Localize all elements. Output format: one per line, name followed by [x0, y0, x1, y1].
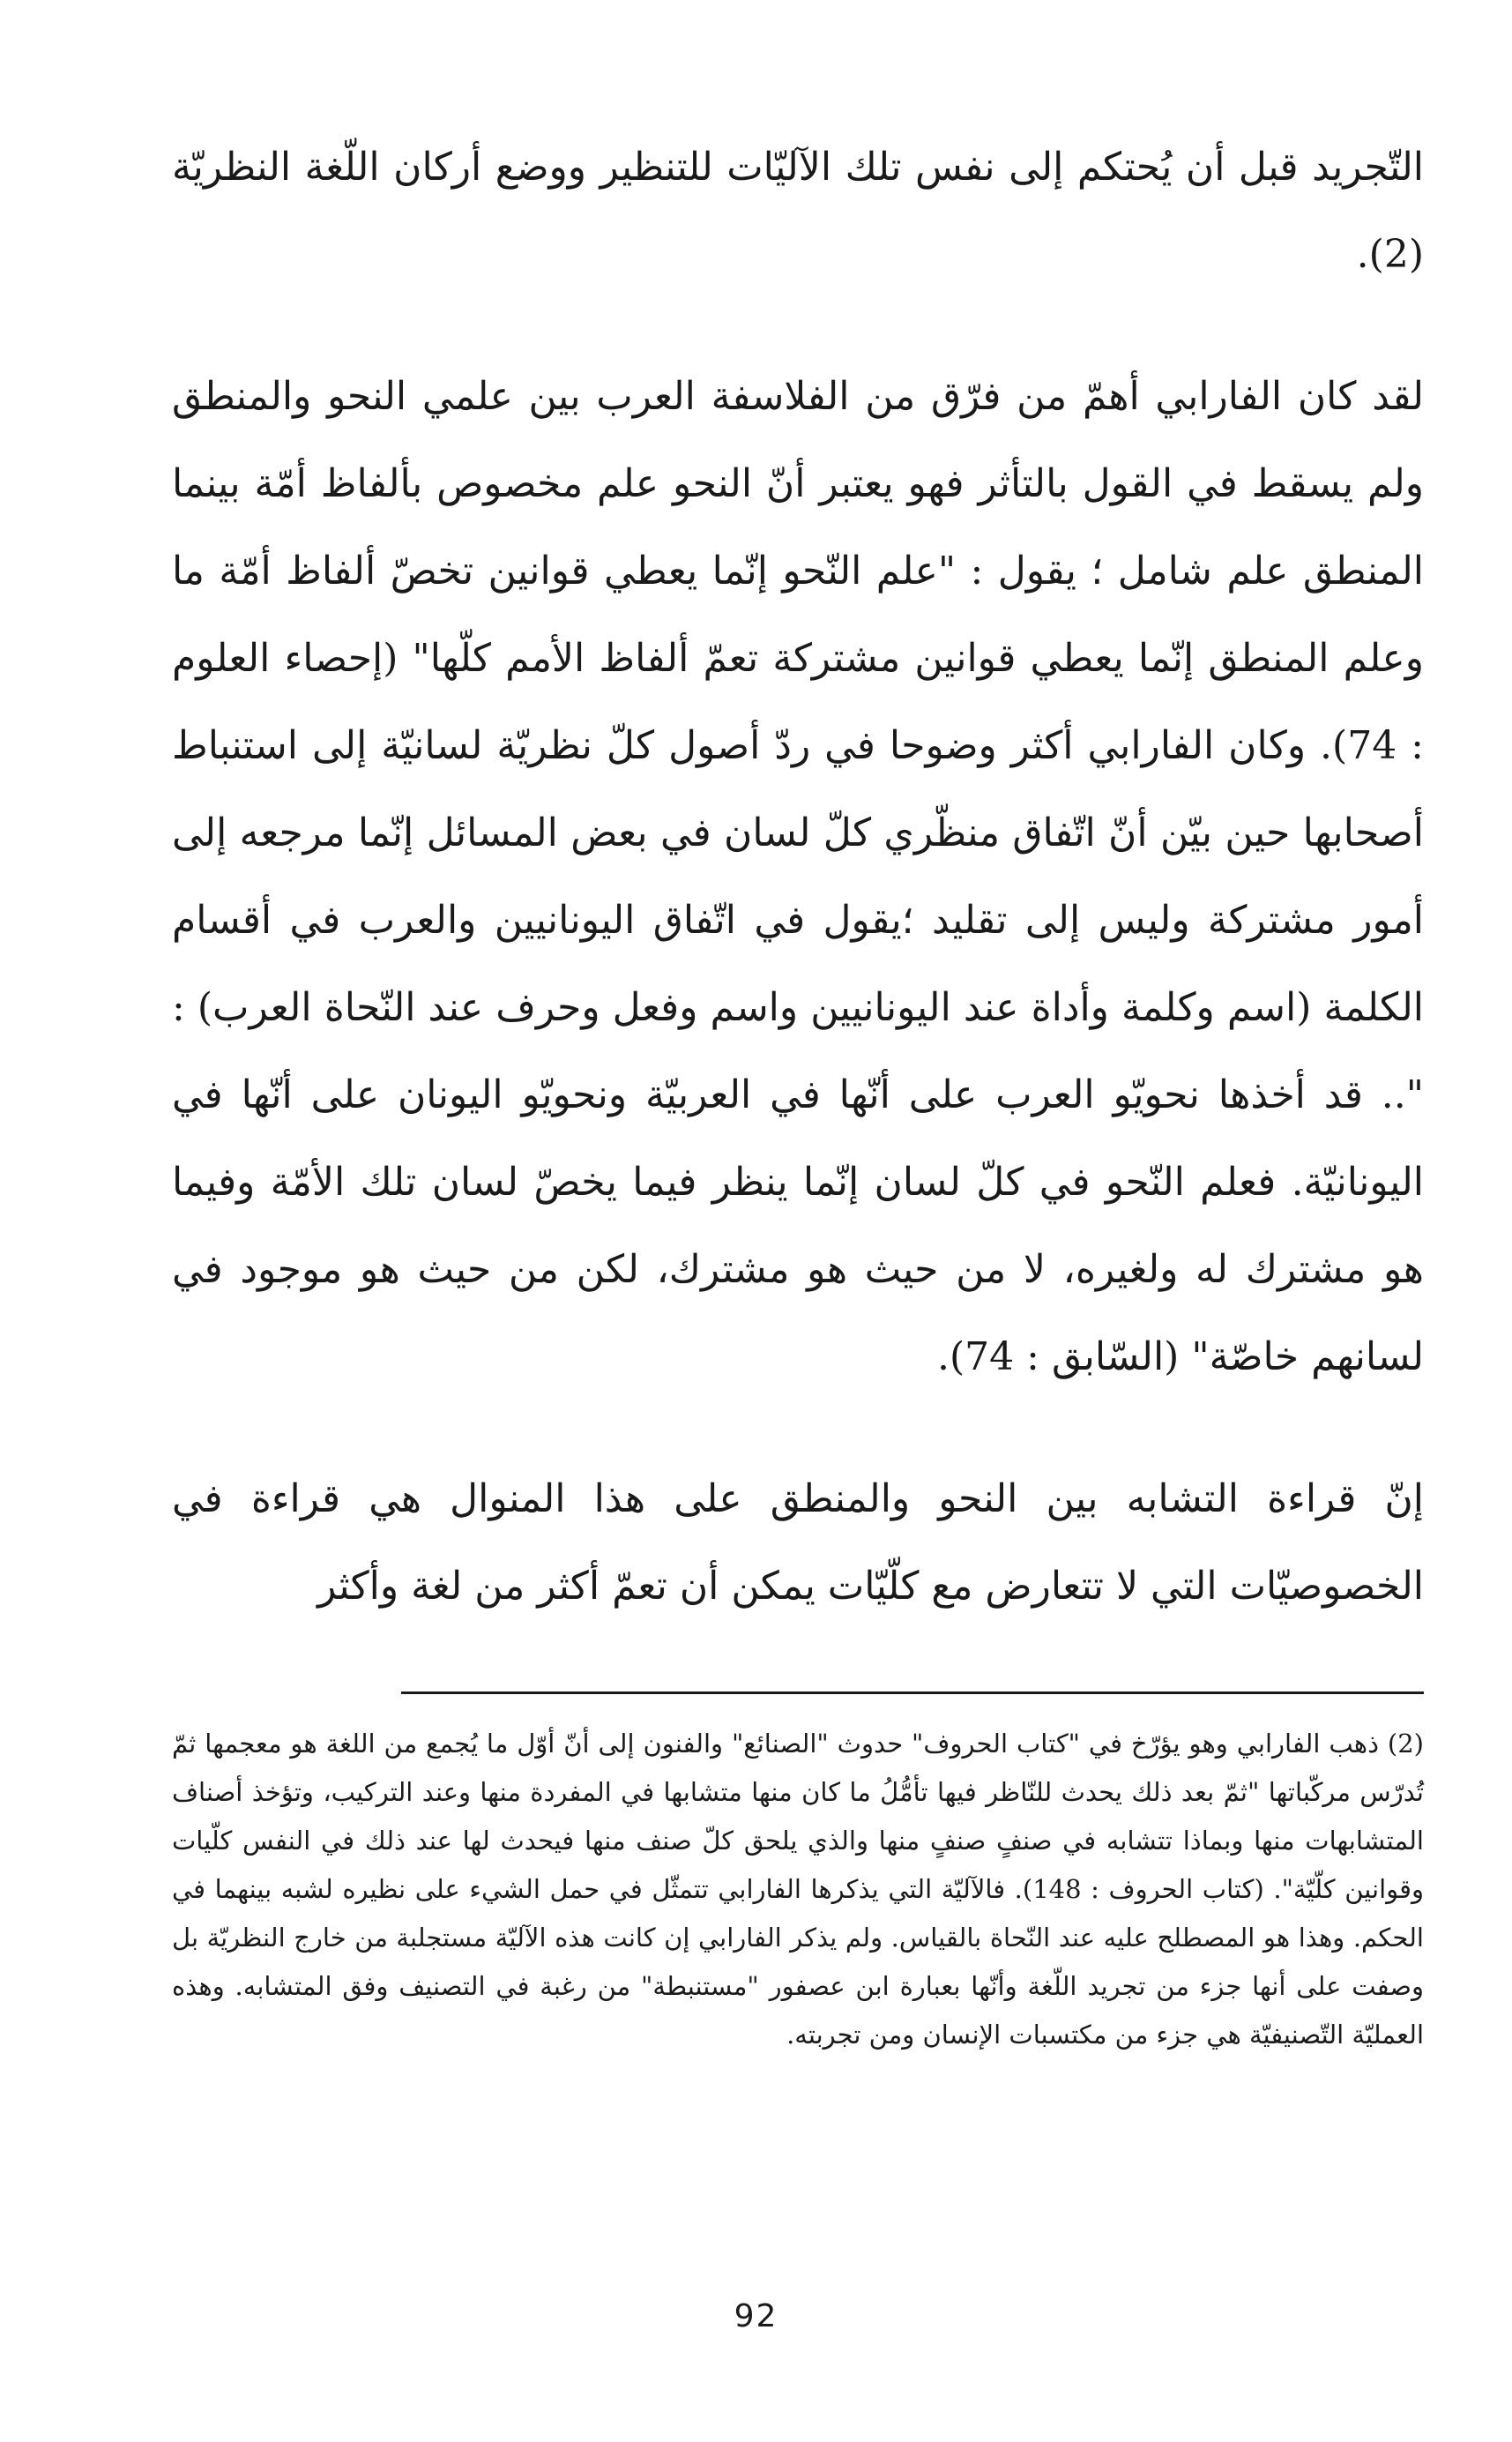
- footnote-separator: [401, 1691, 1424, 1694]
- footnote: (2) ذهب الفارابي وهو يؤرّخ في "كتاب الحروف" حدوث "الصنائع" والفنون إلى أنّ أوّل ما يُجمع من اللغة هو معجمها ثمّ تُدرّس مركّباتها "ثمّ بعد ذلك يحدث للنّاظر فيها تأمُّلُ ما كان منها متشابها في المفردة منها وعند التركيب، وتؤخذ أصناف المتشابهات منها وبماذا تتشابه في صنفٍ صنفٍ منها والذي يلحق كلّ صنف منها فيحدث لها عند ذلك في النفس كلّيات وقوانين كلّيّة". (كتاب الحروف : 148). فالآليّة التي يذكرها الفارابي تتمثّل في حمل الشيء على نظيره لشبه بينهما في الحكم. وهذا هو المصطلح عليه عند النّحاة بالقياس. ولم يذكر الفارابي إن كانت هذه الآليّة مستجلبة من خارج النظريّة بل وصفت على أنها جزء من تجريد اللّغة وأنّها بعبارة ابن عصفور "مستنبطة" من رغبة في التصنيف وفق المتشابه. وهذه العمليّة التّصنيفيّة هي جزء من مكتسبات الإنسان ومن تجربته.: [172, 1729, 1424, 2050]
- body-paragraph: إنّ قراءة التشابه بين النحو والمنطق على هذا المنوال هي قراءة في الخصوصيّات التي لا تتعارض مع كلّيّات يمكن أن تعمّ أكثر من لغة وأكثر: [172, 1476, 1424, 1609]
- page-number: 92: [734, 2298, 778, 2334]
- body-paragraph: لقد كان الفارابي أهمّ من فرّق من الفلاسفة العرب بين علمي النحو والمنطق ولم يسقط في القول بالتأثر فهو يعتبر أنّ النحو علم مخصوص بألفاظ أمّة بينما المنطق علم شامل ؛ يقول : "علم النّحو إنّما يعطي قوانين تخصّ ألفاظ أمّة ما وعلم المنطق إنّما يعطي قوانين مشتركة تعمّ ألفاظ الأمم كلّها" (إحصاء العلوم : 74). وكان الفارابي أكثر وضوحا في ردّ أصول كلّ نظريّة لسانيّة إلى استنباط أصحابها حين بيّن أنّ اتّفاق منظّري كلّ لسان في بعض المسائل إنّما مرجعه إلى أمور مشتركة وليس إلى تقليد ؛يقول في اتّفاق اليونانيين والعرب في أقسام الكلمة (اسم وكلمة وأداة عند اليونانيين واسم وفعل وحرف عند النّحاة العرب) : ".. قد أخذها نحويّو العرب على أنّها في العربيّة ونحويّو اليونان على أنّها في اليونانيّة. فعلم النّحو في كلّ لسان إنّما ينظر فيما يخصّ لسان تلك الأمّة وفيما هو مشترك له ولغيره، لا من حيث هو مشترك، لكن من حيث هو موجود في لسانهم خاصّة" (السّابق : 74).: [172, 374, 1425, 1379]
- body-paragraph: التّجريد قبل أن يُحتكم إلى نفس تلك الآليّات للتنظير ووضع أركان اللّغة النظريّة (2).: [172, 145, 1424, 277]
